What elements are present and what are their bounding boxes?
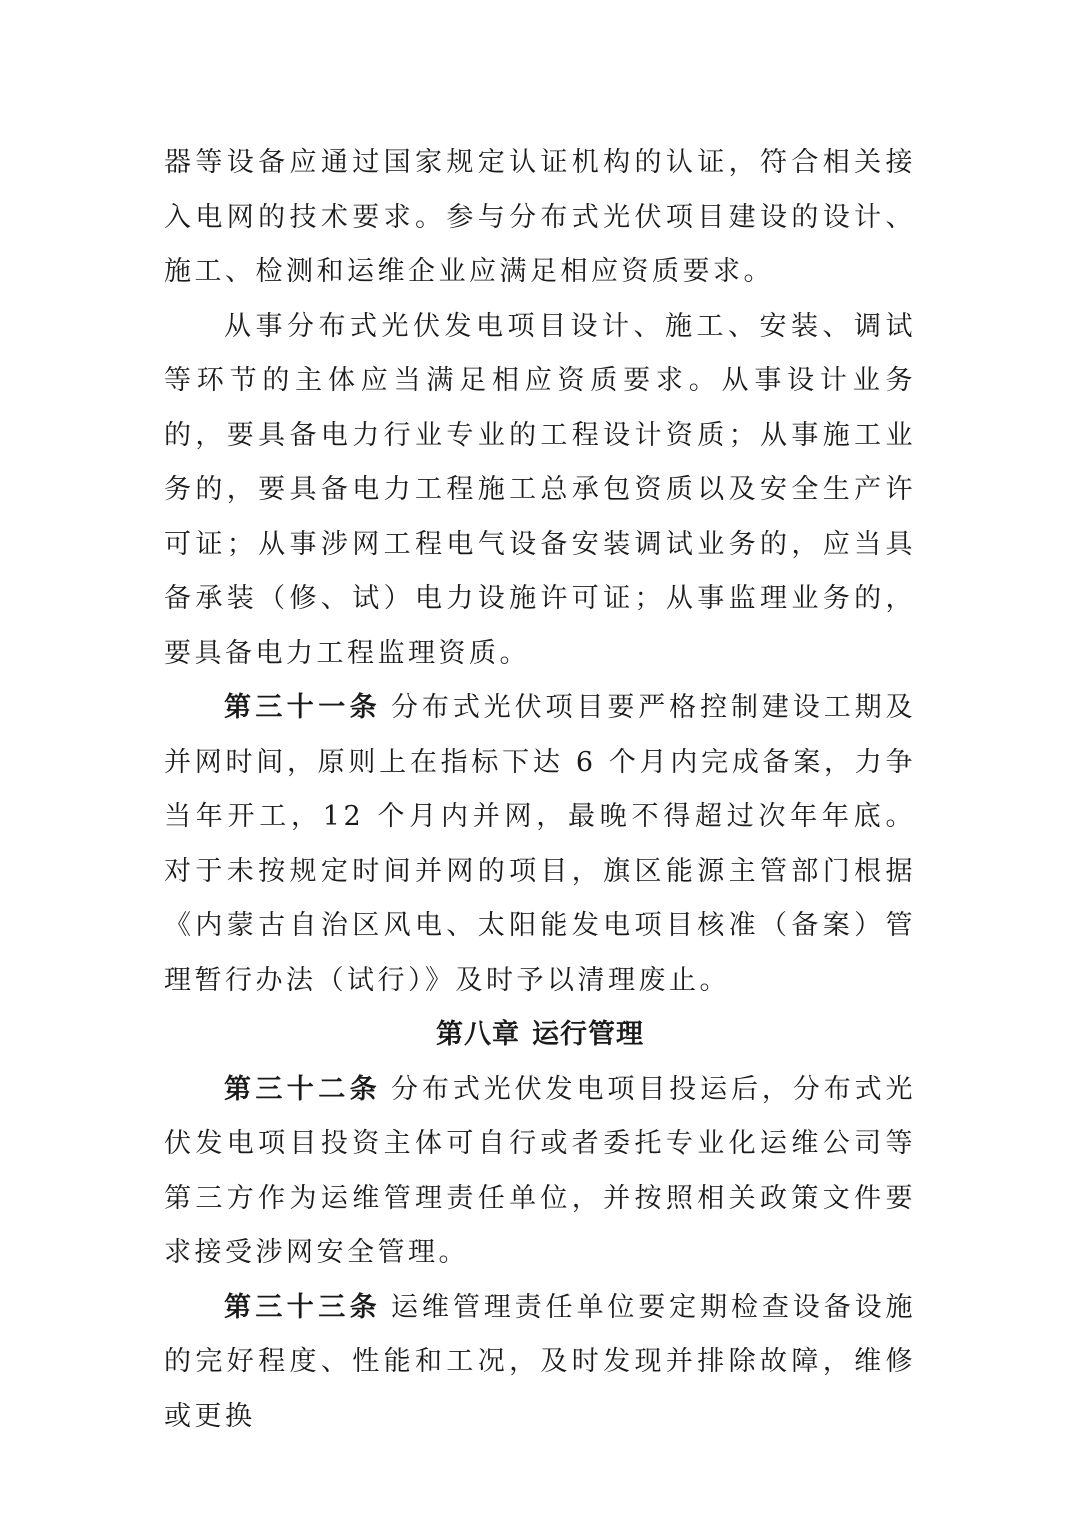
article-text: 运维管理责任单位要定期检查设备设施的完好程度、性能和工况，及时发现并排除故障，维修或更换 [164,1291,917,1432]
paragraph-equipment-certification [164,136,916,300]
paragraph-text: 从事分布式光伏发电项目设计、施工、安装、调试等环节的主体应当满足相应资质要求。从事设计业务的，要具备电力行业专业的工程设计资质；从事施工业务的，要具备电力工程施工总承包资质以及安全生产许可证；从事涉网工程电气设备安装调试业务的，应当具备承装（修、试）电力设施许可证；从事监理业务的，要具备电力工程监理资质。 [164,310,916,669]
paragraph-qualification-requirements [164,300,916,682]
chapter-title: 运行管理 [532,1019,644,1050]
article-label: 第三十三条 [224,1291,382,1323]
article-label: 第三十二条 [224,1073,382,1105]
article-31 [164,681,916,1008]
article-32 [164,1063,916,1281]
document-body [164,136,916,1444]
article-33 [164,1281,916,1445]
chapter-number: 第八章 [436,1019,520,1050]
article-text: 分布式光伏项目要严格控制建设工期及并网时间，原则上在指标下达 6 个月内完成备案，力争当年开工，12 个月内并网，最晚不得超过次年年底。对于未按规定时间并网的项目，旗区能源主管部门根据《内蒙古自治区风电、太阳能发电项目核准（备案）管理暂行办法（试行）》及时予以清理废止。 [164,692,917,996]
article-text: 分布式光伏发电项目投运后，分布式光伏发电项目投资主体可自行或者委托专业化运维公司等第三方作为运维管理责任单位，并按照相关政策文件要求接受涉网安全管理。 [164,1073,917,1268]
paragraph-text: 器等设备应通过国家规定认证机构的认证，符合相关接入电网的技术要求。参与分布式光伏项目建设的设计、施工、检测和运维企业应满足相应资质要求。 [164,147,916,287]
article-label: 第三十一条 [224,692,382,723]
chapter-heading [164,1008,916,1063]
